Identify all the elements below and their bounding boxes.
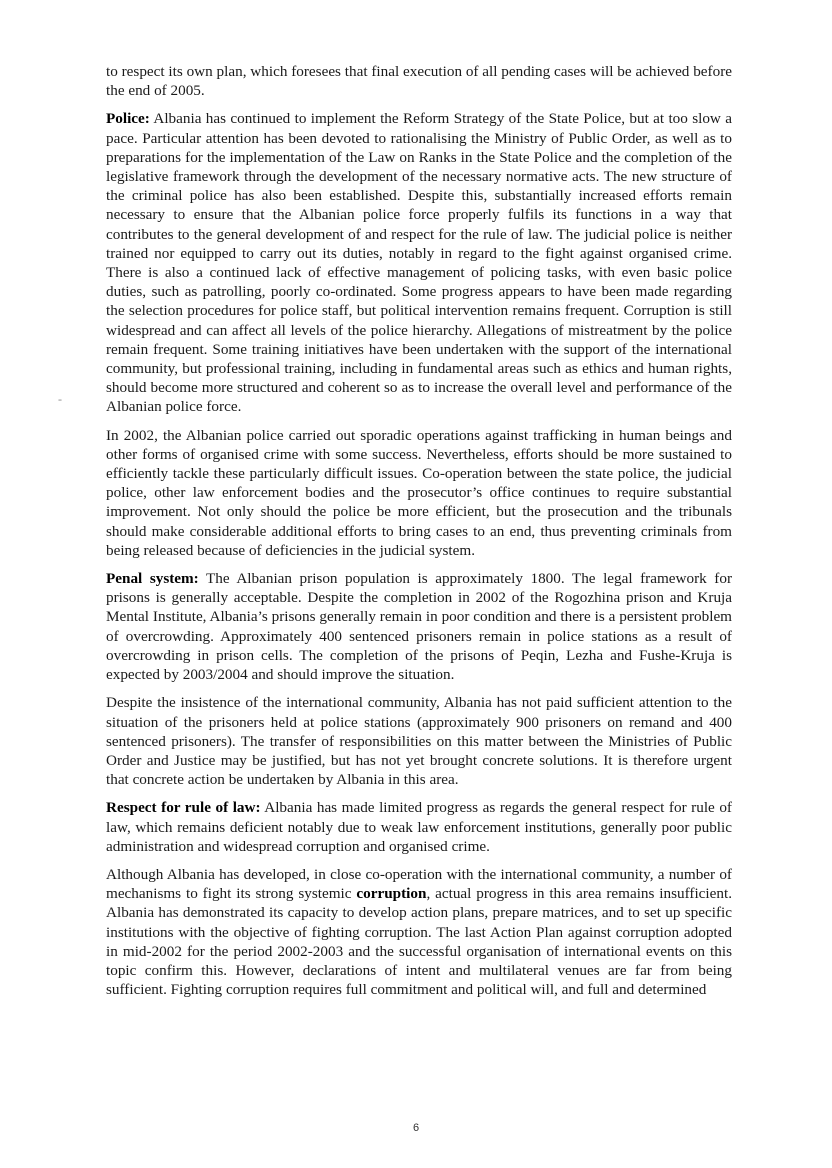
paragraph-trafficking <box>106 426 732 560</box>
paragraph-continuation <box>106 62 732 100</box>
paragraph-text: to respect its own plan, which foresees that final execution of all pending cases will be achieved before the end of 2005. <box>106 63 732 100</box>
paragraph-text: Despite the insistence of the international community, Albania has not paid sufficient attention to the situation of the prisoners held at police stations (approximately 900 prisoners on remand and 400 sentenced prisoners). The transfer of responsibilities on this matter between the Ministries of Public Order and Justice may be justified, but has not yet brought concrete solutions. It is therefore urgent that concrete action be undertaken by Albania in this area. <box>106 694 732 789</box>
document-body <box>106 62 732 1008</box>
heading-police: Police: <box>106 110 150 128</box>
paragraph-police <box>106 109 732 416</box>
margin-mark: - <box>58 392 62 406</box>
paragraph-text: Although Albania has developed, in close co-operation with the international community, a number of mechanisms to fight its strong systemic <box>106 865 732 903</box>
paragraph-text: Albania has continued to implement the Reform Strategy of the State Police, but at too slow a pace. Particular attention has been devoted to rationalising the Ministry of Public Order, as well as to preparations for the implementation of the Law on Ranks in the State Police and the completion of the legislative framework through the development of the necessary normative acts. The new structure of the criminal police has also been established. Despite this, substantially increased efforts remain necessary to ensure that the Albanian police force properly fulfils its functions in a way that contributes to the general development of and respect for the rule of law. The judicial police is neither trained nor equipped to carry out its duties, notably in regard to the fight against organised crime. There is also a continued lack of effective management of policing tasks, with even basic police duties, such as patrolling, poorly co-ordinated. Some progress appears to have been made regarding the selection procedures for police staff, but political intervention remains frequent. Corruption is still widespread and can affect all levels of the police hierarchy. Allegations of mistreatment by the police remain frequent. Some training initiatives have been undertaken with the support of the international community, but professional training, including in fundamental areas such as ethics and human rights, should become more structured and coherent so as to increase the overall level and performance of the Albanian police force. <box>106 110 732 416</box>
paragraph-text: , actual progress in this area remains insufficient. Albania has demonstrated its capacity to develop action plans, prepare matrices, and to set up specific institutions with the objective of fighting corruption. The last Action Plan against corruption adopted in mid-2002 for the period 2002-2003 and the successful organisation of international events on this topic confirm this. However, declarations of intent and multilateral venues are far from being sufficient. Fighting corruption requires full commitment and political will, and full and determined <box>106 885 732 999</box>
paragraph-prisoners <box>106 693 732 789</box>
heading-rule-of-law: Respect for rule of law: <box>106 799 261 817</box>
heading-penal-system: Penal system: <box>106 570 199 588</box>
paragraph-text: The Albanian prison population is approximately 1800. The legal framework for prisons is generally acceptable. Despite the completion in 2002 of the Rogozhina prison and Kruja Mental Institute, Albania’s prisons generally remain in poor condition and there is a persistent problem of overcrowding. Approximately 400 sentenced prisoners remain in police stations as a result of overcrowding in prison cells. The completion of the prisons of Peqin, Lezha and Fushe-Kruja is expected by 2003/2004 and should improve the situation. <box>106 570 733 684</box>
paragraph-corruption <box>106 865 732 999</box>
paragraph-text: Albania has made limited progress as regards the general respect for rule of law, which remains deficient notably due to weak law enforcement institutions, generally poor public administration and widespread corruption and organised crime. <box>106 799 732 855</box>
paragraph-rule-of-law <box>106 798 732 856</box>
page-number: 6 <box>412 1122 420 1134</box>
paragraph-penal-system <box>106 569 732 684</box>
paragraph-text: In 2002, the Albanian police carried out sporadic operations against trafficking in human beings and other forms of organised crime with some success. Nevertheless, efforts should be more sustained to efficiently tackle these particularly difficult issues. Co-operation between the state police, the judicial police, other law enforcement bodies and the prosecutor’s office continues to require substantial improvement. Not only should the police be more efficient, but the prosecution and the tribunals should make considerable additional efforts to bring cases to an end, thus preventing criminals from being released because of deficiencies in the judicial system. <box>106 426 732 559</box>
inline-bold-corruption: corruption <box>356 885 427 903</box>
